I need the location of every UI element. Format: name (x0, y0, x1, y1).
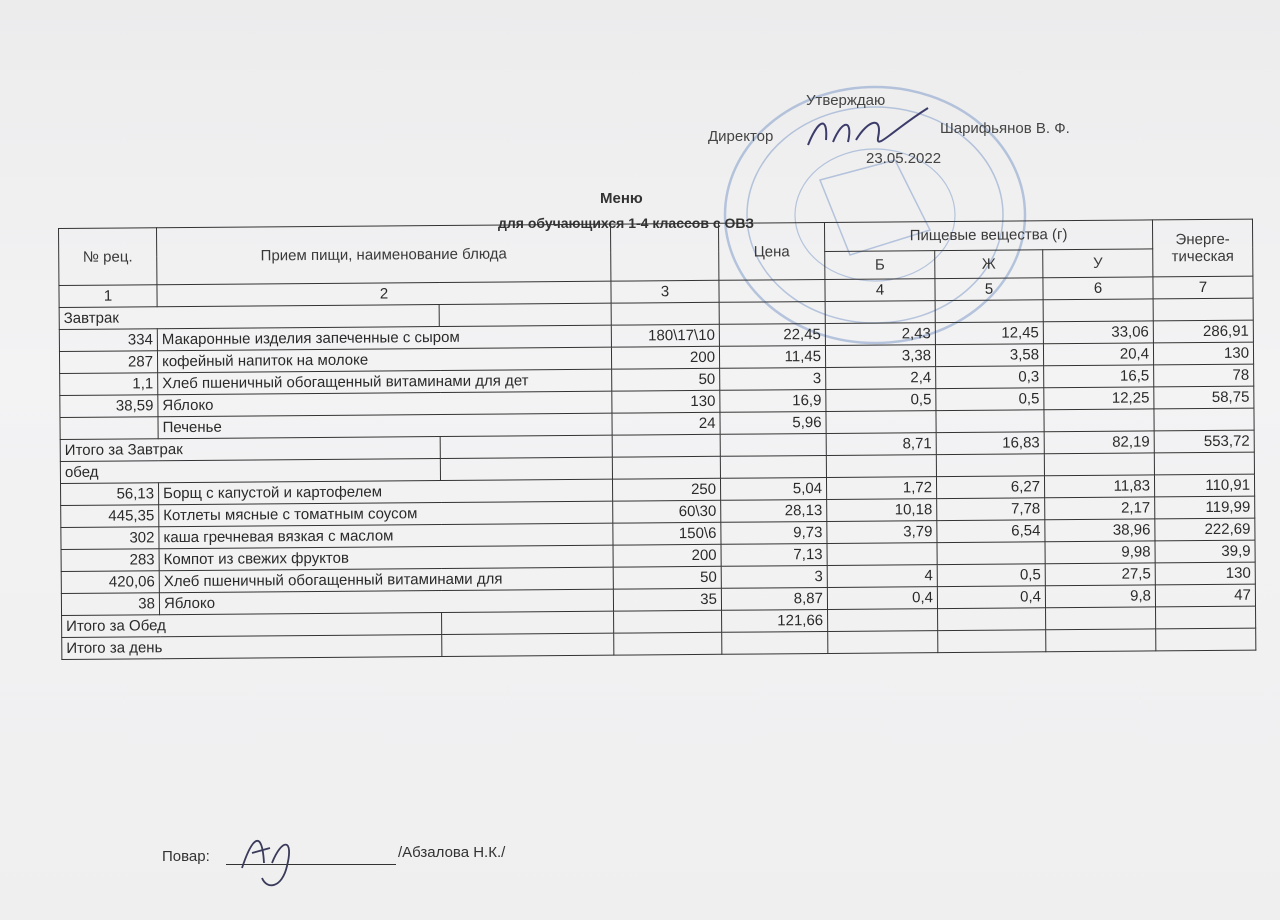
header-nutrients: Пищевые вещества (г) (824, 220, 1152, 251)
portion: 250 (613, 478, 721, 501)
fat: 0,4 (937, 586, 1045, 609)
carbs: 33,06 (1043, 321, 1153, 344)
price: 11,45 (719, 345, 825, 368)
menu-table (58, 219, 1256, 660)
portion: 180\17\10 (611, 324, 719, 347)
recipe-number: 334 (59, 329, 157, 352)
section-label: обед (60, 459, 440, 484)
carbs (1044, 409, 1154, 432)
col-number: 3 (611, 280, 719, 303)
empty-cell (1046, 607, 1156, 630)
header-u: У (1043, 248, 1153, 277)
cook-label: Повар: (162, 848, 210, 865)
section-label: Завтрак (59, 305, 439, 330)
recipe-number: 420,06 (61, 571, 159, 594)
col-number: 6 (1043, 277, 1153, 300)
price: 9,73 (721, 521, 827, 544)
empty-cell (440, 457, 612, 480)
empty-cell (612, 456, 720, 479)
dish-name: Яблоко (158, 391, 612, 417)
dish-name: Котлеты мясные с томатным соусом (159, 501, 613, 527)
total-b: 8,71 (826, 433, 936, 456)
protein: 2,4 (826, 367, 936, 390)
cook-name: /Абзалова Н.К./ (398, 844, 506, 861)
empty-cell (936, 454, 1044, 477)
protein: 2,43 (825, 323, 935, 346)
empty-cell (719, 301, 825, 324)
protein: 1,72 (826, 477, 936, 500)
empty-cell (612, 434, 720, 457)
portion: 50 (612, 368, 720, 391)
empty-cell (442, 611, 614, 634)
dish-name: Печенье (158, 413, 612, 439)
energy: 130 (1155, 562, 1255, 585)
portion: 200 (613, 544, 721, 567)
portion: 50 (613, 566, 721, 589)
empty-cell (440, 435, 612, 458)
carbs: 16,5 (1044, 365, 1154, 388)
recipe-number: 287 (59, 351, 157, 374)
protein (826, 411, 936, 434)
empty-cell (826, 455, 936, 478)
carbs: 2,17 (1045, 497, 1155, 520)
carbs: 38,96 (1045, 519, 1155, 542)
price: 5,96 (720, 411, 826, 434)
carbs: 11,83 (1044, 475, 1154, 498)
protein: 0,4 (827, 587, 937, 610)
protein: 10,18 (827, 499, 937, 522)
energy: 58,75 (1154, 386, 1254, 409)
portion: 200 (611, 346, 719, 369)
energy: 286,91 (1153, 320, 1253, 343)
empty-cell (439, 303, 611, 326)
total-label: Итого за день (62, 634, 442, 659)
fat: 0,3 (936, 366, 1044, 389)
cook-signature-icon (232, 818, 312, 898)
header-num: № рец. (59, 228, 157, 286)
protein: 3,38 (825, 345, 935, 368)
carbs: 12,25 (1044, 387, 1154, 410)
empty-cell (1153, 298, 1253, 321)
header-portion (611, 223, 719, 281)
col-number: 4 (825, 279, 935, 302)
header-dish: Прием пищи, наименование блюда (157, 224, 611, 285)
empty-cell (720, 455, 826, 478)
energy: 110,91 (1154, 474, 1254, 497)
portion: 60\30 (613, 500, 721, 523)
dish-name: Яблоко (159, 589, 613, 615)
approval-date: 23.05.2022 (866, 150, 942, 167)
price: 7,13 (721, 543, 827, 566)
empty-cell (938, 608, 1046, 631)
col-number-empty (719, 279, 825, 302)
fat: 6,27 (936, 476, 1044, 499)
protein: 3,79 (827, 521, 937, 544)
protein (827, 543, 937, 566)
recipe-number: 56,13 (61, 483, 159, 506)
fat (936, 410, 1044, 433)
approval-title: Утверждаю (806, 92, 886, 109)
total-label: Итого за Завтрак (60, 437, 440, 462)
energy (1154, 408, 1254, 431)
energy: 119,99 (1155, 496, 1255, 519)
header-zh: Ж (935, 249, 1043, 278)
portion: 24 (612, 412, 720, 435)
price: 28,13 (721, 499, 827, 522)
dish-name: Хлеб пшеничный обогащенный витаминами для (159, 567, 613, 593)
energy: 78 (1154, 364, 1254, 387)
fat (937, 542, 1045, 565)
empty-cell (1156, 606, 1256, 629)
total-zh: 16,83 (936, 432, 1044, 455)
header-price: Цена (718, 222, 824, 280)
dish-name: Борщ с капустой и картофелем (159, 479, 613, 505)
fat: 0,5 (936, 388, 1044, 411)
director-label: Директор (708, 128, 774, 145)
empty-cell (614, 610, 722, 633)
total-price: 121,66 (722, 609, 828, 632)
energy: 39,9 (1155, 540, 1255, 563)
document-title: Меню (600, 190, 643, 207)
price: 8,87 (721, 587, 827, 610)
total-u: 82,19 (1044, 431, 1154, 454)
empty-cell (614, 632, 722, 655)
carbs: 27,5 (1045, 563, 1155, 586)
energy: 47 (1155, 584, 1255, 607)
recipe-number: 1,1 (60, 373, 158, 396)
empty-cell (722, 631, 828, 654)
price: 16,9 (720, 389, 826, 412)
empty-cell (938, 630, 1046, 653)
fat: 12,45 (935, 322, 1043, 345)
energy: 222,69 (1155, 518, 1255, 541)
empty-cell (825, 301, 935, 324)
price: 5,04 (721, 477, 827, 500)
recipe-number: 38,59 (60, 395, 158, 418)
empty-cell (611, 302, 719, 325)
portion: 130 (612, 390, 720, 413)
dish-name: Хлеб пшеничный обогащенный витаминами для дет (158, 369, 612, 395)
empty-cell (828, 609, 938, 632)
empty-cell (935, 300, 1043, 323)
recipe-number: 445,35 (61, 505, 159, 528)
dish-name: Макаронные изделия запеченные с сыром (157, 325, 611, 351)
carbs: 9,98 (1045, 541, 1155, 564)
dish-name: кофейный напиток на молоке (157, 347, 611, 373)
price: 3 (720, 367, 826, 390)
recipe-number: 283 (61, 549, 159, 572)
protein: 0,5 (826, 389, 936, 412)
total-label: Итого за Обед (62, 612, 442, 637)
carbs: 20,4 (1043, 343, 1153, 366)
dish-name: каша гречневая вязкая с маслом (159, 523, 613, 549)
empty-cell (720, 433, 826, 456)
recipe-number (60, 417, 158, 440)
portion: 35 (613, 588, 721, 611)
empty-cell (1043, 299, 1153, 322)
document-subtitle: для обучающихся 1-4 классов с ОВЗ (498, 215, 755, 231)
empty-cell (1156, 628, 1256, 651)
recipe-number: 38 (61, 593, 159, 616)
energy: 130 (1153, 342, 1253, 365)
carbs: 9,8 (1045, 585, 1155, 608)
empty-cell (1044, 453, 1154, 476)
col-number: 1 (59, 285, 157, 308)
fat: 7,78 (937, 498, 1045, 521)
lunch-rows (61, 474, 1256, 615)
director-name: Шарифьянов В. Ф. (940, 120, 1070, 137)
fat: 0,5 (937, 564, 1045, 587)
empty-cell (1154, 452, 1254, 475)
dish-name: Компот из свежих фруктов (159, 545, 613, 571)
recipe-number: 302 (61, 527, 159, 550)
header-b: Б (825, 250, 935, 279)
total-energy: 553,72 (1154, 430, 1254, 453)
col-number: 7 (1153, 276, 1253, 299)
empty-cell (1046, 629, 1156, 652)
col-number: 5 (935, 278, 1043, 301)
col-number: 2 (157, 281, 611, 307)
header-energy: Энерге- тическая (1152, 219, 1252, 277)
empty-cell (442, 633, 614, 656)
protein: 4 (827, 565, 937, 588)
price: 3 (721, 565, 827, 588)
empty-cell (828, 631, 938, 654)
price: 22,45 (719, 323, 825, 346)
fat: 6,54 (937, 520, 1045, 543)
breakfast-rows (59, 320, 1254, 439)
fat: 3,58 (935, 344, 1043, 367)
portion: 150\6 (613, 522, 721, 545)
